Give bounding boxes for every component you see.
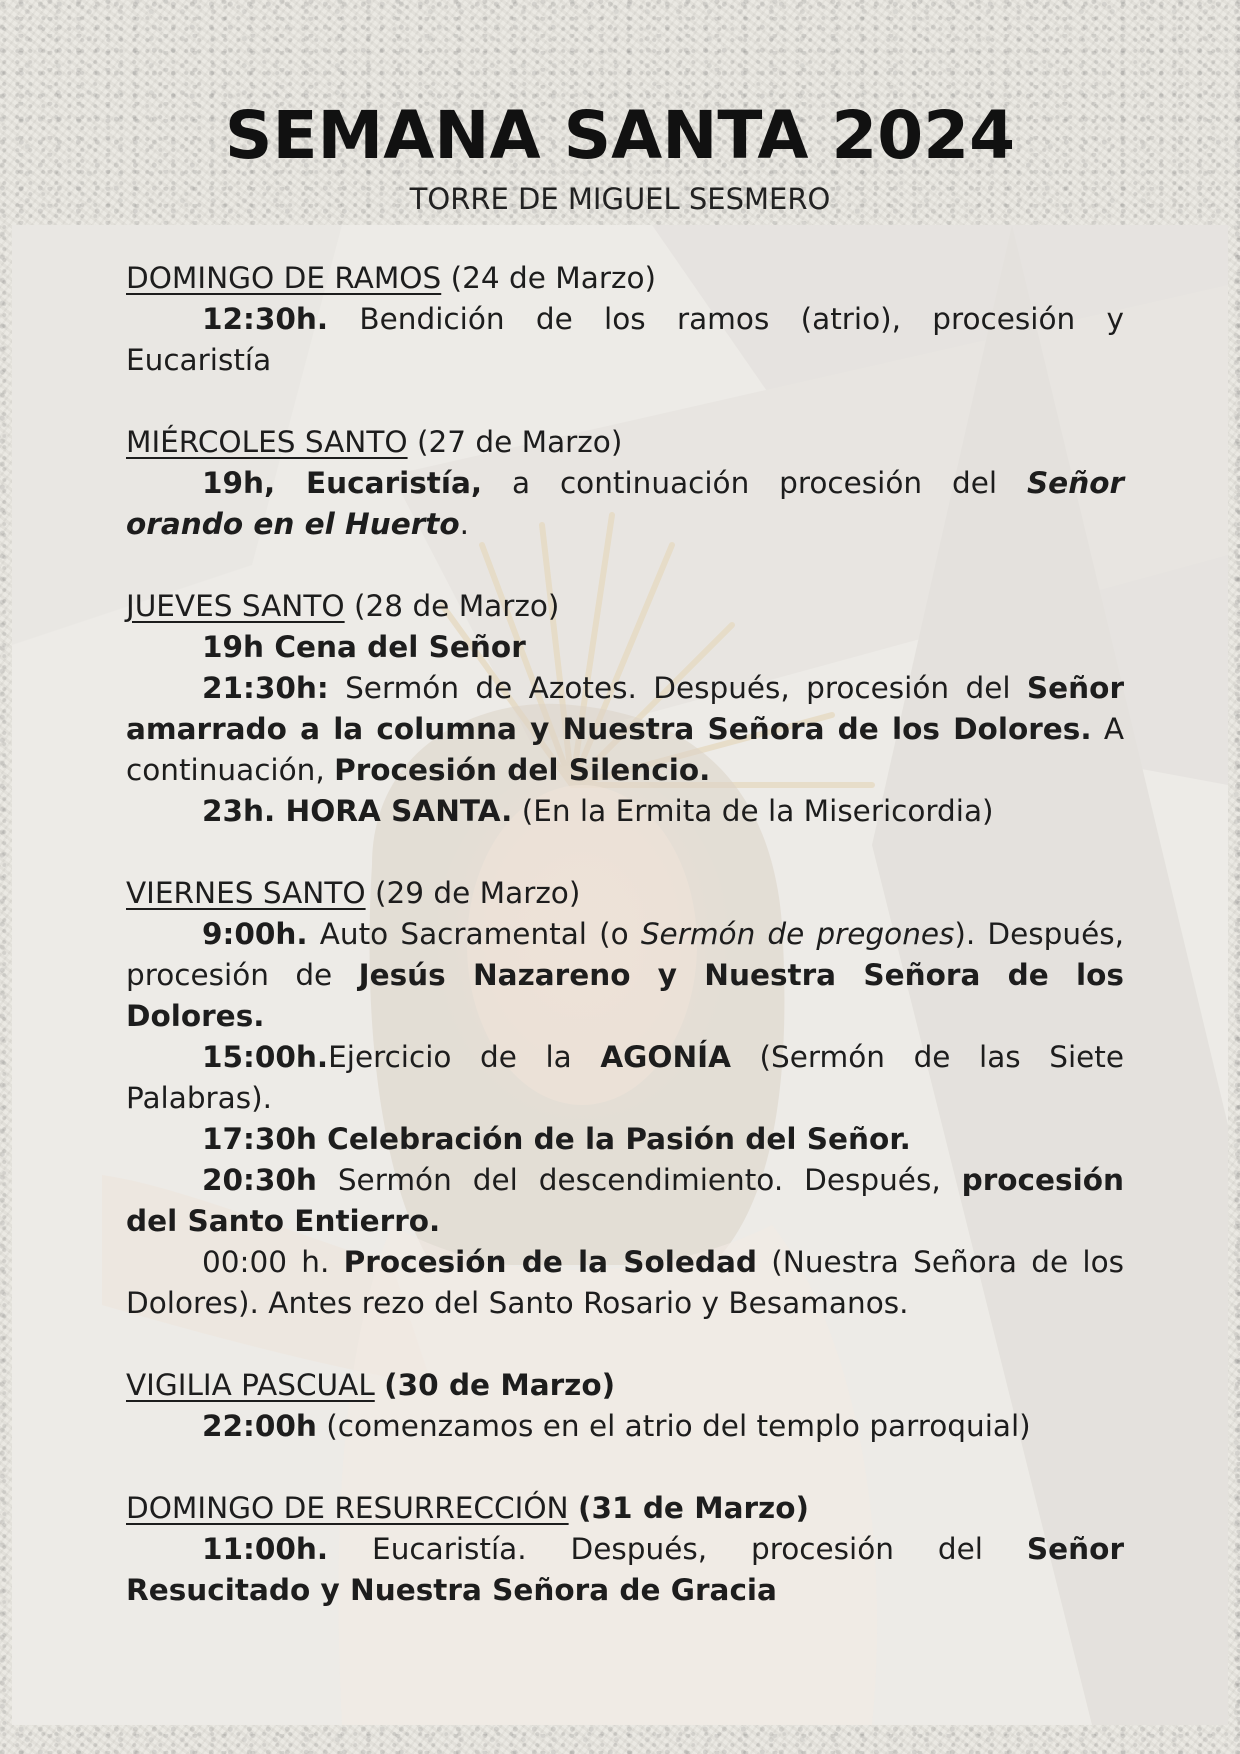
schedule-entry [126, 1242, 1124, 1324]
entry-text: ). Después, procesión de [126, 917, 1124, 992]
day-date: (27 de Marzo) [416, 425, 623, 459]
entry-text: Sermón del descendimiento. Después, [316, 1163, 962, 1197]
day-heading [126, 873, 1124, 914]
schedule-entry [126, 299, 1124, 381]
day-date: (31 de Marzo) [578, 1491, 809, 1525]
entry-highlight: Señor orando en el Huerto [126, 466, 1125, 541]
entry-highlight: Nuestra Señora de los Dolores. [562, 712, 1092, 746]
entry-highlight: Procesión del Silencio. [334, 753, 711, 787]
entry-text: a continuación procesión del [482, 466, 1027, 500]
entry-connector: y [516, 712, 563, 746]
day-heading [126, 1488, 1124, 1529]
schedule-entry [126, 1037, 1124, 1119]
day-date: (30 de Marzo) [384, 1368, 616, 1402]
program [126, 258, 1124, 1652]
schedule-entry [126, 463, 1124, 545]
entry-time: 00:00 h. [202, 1245, 330, 1279]
entry-time: 12:30h. [202, 302, 329, 336]
entry-text: A continuación, [126, 712, 1124, 787]
day-date: (28 de Marzo) [354, 589, 560, 623]
schedule-entry [126, 668, 1124, 791]
entry-highlight: Señor amarrado a la columna [126, 671, 1124, 746]
entry-highlight: Señor Resucitado y Nuestra Señora de Gracia [126, 1532, 1124, 1607]
schedule-entry [126, 1529, 1124, 1611]
entry-time: 9:00h. [202, 917, 308, 951]
header [0, 96, 1240, 216]
schedule-entry [126, 791, 1124, 832]
schedule-entry [126, 1406, 1124, 1447]
day-date: (24 de Marzo) [450, 261, 657, 295]
entry-text: Sermón de Azotes. Después, procesión del [328, 671, 1027, 705]
entry-highlight: procesión del Santo Entierro. [126, 1163, 1124, 1238]
entry-time: 15:00h. [202, 1040, 329, 1074]
entry-time: 17:30h Celebración de la Pasión del Señor. [202, 1122, 911, 1156]
entry-time: 19h Cena del Señor [202, 630, 526, 664]
page-subtitle: TORRE DE MIGUEL SESMERO [409, 182, 831, 216]
entry-text: (comenzamos en el atrio del templo parroquial) [316, 1409, 1031, 1443]
day-name: VIGILIA PASCUAL [126, 1368, 375, 1402]
entry-highlight: Procesión de la Soledad [343, 1245, 757, 1279]
entry-text: Ejercicio de la [328, 1040, 601, 1074]
day-miercoles-santo [126, 422, 1124, 545]
schedule-entry [126, 914, 1124, 1037]
entry-text: (Nuestra Señora de los Dolores). Antes rezo del Santo Rosario y Besamanos. [126, 1245, 1124, 1320]
schedule-entry [126, 1160, 1124, 1242]
entry-highlight: AGONÍA [600, 1040, 731, 1074]
entry-time: 23h. HORA SANTA. [202, 794, 513, 828]
day-date: (29 de Marzo) [374, 876, 581, 910]
day-viernes-santo [126, 873, 1124, 1324]
page-title: SEMANA SANTA 2024 [224, 97, 1016, 174]
entry-text: Auto Sacramental (o [307, 917, 641, 951]
entry-time: 11:00h. [202, 1532, 329, 1566]
schedule-entry [126, 1119, 1124, 1160]
day-name: VIERNES SANTO [126, 876, 366, 910]
day-domingo-de-ramos [126, 258, 1124, 381]
entry-text: Bendición de los ramos (atrio), procesión y Eucaristía [126, 302, 1124, 377]
schedule-entry [126, 627, 1124, 668]
day-name: DOMINGO DE RESURRECCIÓN [126, 1491, 569, 1525]
entry-text: (En la Ermita de la Misericordia) [512, 794, 994, 828]
day-heading [126, 1365, 1124, 1406]
day-name: MIÉRCOLES SANTO [126, 425, 408, 459]
day-name: DOMINGO DE RAMOS [126, 261, 442, 295]
entry-text: (Sermón de las Siete Palabras). [126, 1040, 1125, 1115]
day-domingo-de-resurreccion [126, 1488, 1124, 1611]
entry-time: 22:00h [202, 1409, 317, 1443]
day-heading [126, 258, 1124, 299]
entry-end: . [459, 507, 470, 541]
entry-time: 19h, Eucaristía, [202, 466, 483, 500]
day-heading [126, 422, 1124, 463]
entry-highlight: Jesús Nazareno y Nuestra Señora de los Dolores. [126, 958, 1124, 1033]
day-vigilia-pascual [126, 1365, 1124, 1447]
day-heading [126, 586, 1124, 627]
entry-text [329, 1245, 343, 1279]
entry-time: 21:30h: [202, 671, 329, 705]
entry-italic: Sermón de pregones [640, 917, 955, 951]
entry-time: 20:30h [202, 1163, 317, 1197]
day-jueves-santo [126, 586, 1124, 832]
entry-text: Eucaristía. Después, procesión del [328, 1532, 1027, 1566]
day-name: JUEVES SANTO [126, 589, 345, 623]
